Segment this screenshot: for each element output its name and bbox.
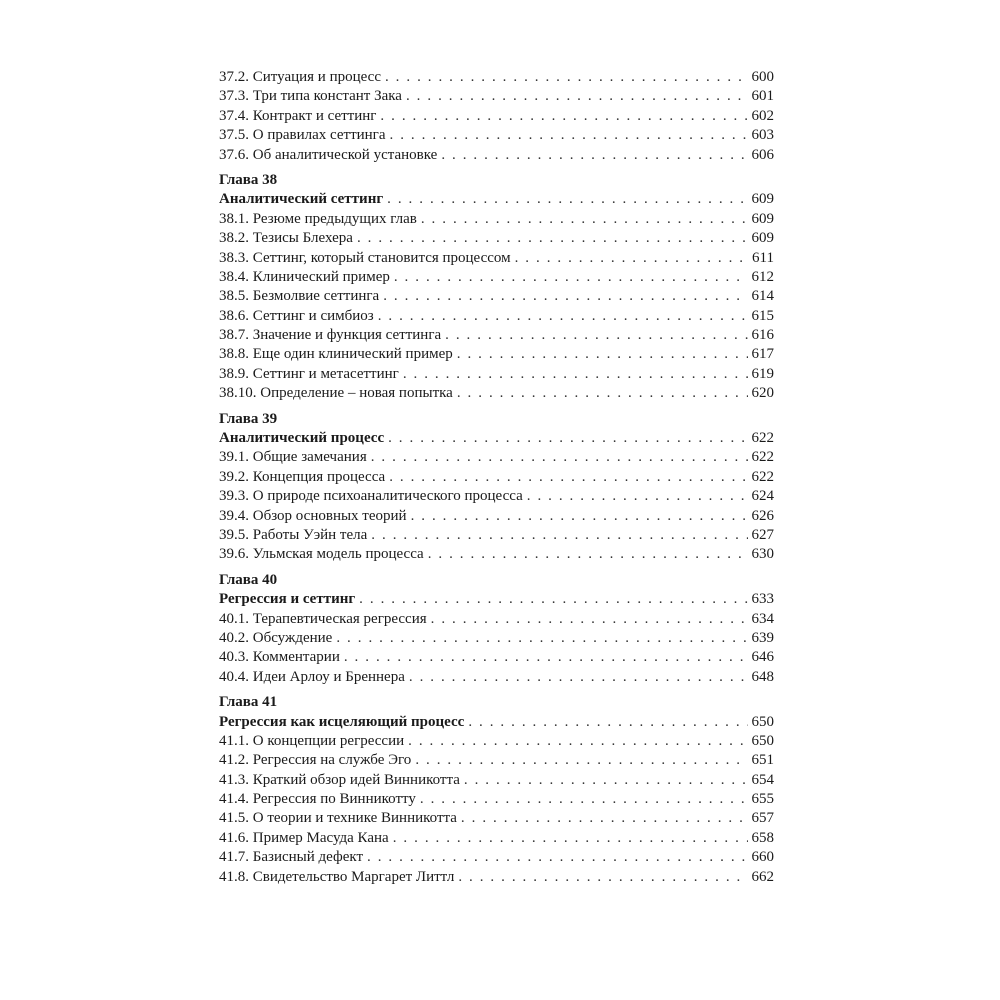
page-number: 622 xyxy=(751,468,774,485)
entry-number: 37.3. xyxy=(219,88,249,105)
entry-label: О теории и технике Винникотта xyxy=(252,810,457,827)
page-number: 624 xyxy=(751,488,774,505)
dot-leader xyxy=(393,829,748,848)
entry-label: Резюме предыдущих глав xyxy=(252,210,417,227)
page-number: 601 xyxy=(751,88,774,105)
lead-entries xyxy=(219,68,774,165)
dot-leader xyxy=(383,287,747,306)
page-number: 646 xyxy=(751,649,774,666)
entry-label: Сеттинг, который становится процессом xyxy=(252,249,511,266)
entry-number: 38.4. xyxy=(219,268,249,285)
entry-label: Краткий обзор идей Винникотта xyxy=(252,771,460,788)
page-number: 622 xyxy=(751,449,774,466)
page-number: 654 xyxy=(751,771,774,788)
chapter-title-row xyxy=(219,713,774,732)
chapter-heading: Глава 39 xyxy=(219,410,278,427)
toc-entry xyxy=(219,126,774,145)
page-number: 662 xyxy=(751,868,774,885)
entry-label: Пример Масуда Кана xyxy=(252,829,389,846)
entry-label: Обзор основных теорий xyxy=(252,507,407,524)
toc-entry xyxy=(219,68,774,87)
toc-entry xyxy=(219,249,774,268)
entry-number: 38.7. xyxy=(219,327,249,344)
chapter-title-row xyxy=(219,590,774,609)
entry-label: Определение – новая попытка xyxy=(260,385,453,402)
entry-label: Безмолвие сеттинга xyxy=(252,288,380,305)
entry-number: 41.6. xyxy=(219,829,249,846)
dot-leader xyxy=(415,751,747,770)
chapter-block xyxy=(219,171,774,404)
entry-number: 39.3. xyxy=(219,488,249,505)
entry-label: Комментарии xyxy=(252,649,340,666)
page-number: 612 xyxy=(751,268,774,285)
page-number: 614 xyxy=(751,288,774,305)
dot-leader xyxy=(336,629,747,648)
page-number: 639 xyxy=(751,629,774,646)
dot-leader xyxy=(380,107,747,126)
page-number: 600 xyxy=(751,69,774,85)
toc-entry xyxy=(219,210,774,229)
dot-leader xyxy=(458,868,747,887)
dot-leader xyxy=(390,126,748,145)
dot-leader xyxy=(527,487,748,506)
toc-entry xyxy=(219,648,774,667)
page-number: 617 xyxy=(751,346,774,363)
page-number: 609 xyxy=(751,230,774,247)
dot-leader xyxy=(464,771,748,790)
page-number: 620 xyxy=(751,385,774,402)
entry-label: Обсуждение xyxy=(252,629,333,646)
page-number: 616 xyxy=(751,327,774,344)
dot-leader xyxy=(421,210,748,229)
entry-number: 37.5. xyxy=(219,127,249,144)
toc-entry xyxy=(219,829,774,848)
entry-number: 41.4. xyxy=(219,791,249,808)
toc-entry xyxy=(219,868,774,887)
page-number: 603 xyxy=(751,127,774,144)
entry-label: О природе психоаналитического процесса xyxy=(252,488,523,505)
page-number: 619 xyxy=(751,365,774,382)
entry-label: Об аналитической установке xyxy=(252,146,438,163)
page-number: 655 xyxy=(751,791,774,808)
dot-leader xyxy=(428,545,748,564)
page-number: 626 xyxy=(751,507,774,524)
entry-label: Свидетельство Маргарет Литтл xyxy=(252,868,455,885)
dot-leader xyxy=(387,190,747,209)
entry-number: 41.2. xyxy=(219,752,249,769)
entry-number: 39.1. xyxy=(219,449,249,466)
entry-number: 41.8. xyxy=(219,868,249,885)
chapter-title-row xyxy=(219,190,774,209)
dot-leader xyxy=(420,790,748,809)
entry-number: 37.6. xyxy=(219,146,249,163)
entry-number: 38.8. xyxy=(219,346,249,363)
toc-entry xyxy=(219,732,774,751)
dot-leader xyxy=(441,146,747,165)
dot-leader xyxy=(431,610,748,629)
entry-number: 38.6. xyxy=(219,307,249,324)
page-number: 633 xyxy=(751,591,774,608)
entry-number: 40.2. xyxy=(219,629,249,646)
page-number: 634 xyxy=(751,610,774,627)
toc-entry xyxy=(219,87,774,106)
page-number: 609 xyxy=(751,191,774,208)
entry-number: 37.2. xyxy=(219,69,249,85)
dot-leader xyxy=(359,590,747,609)
toc-entry xyxy=(219,790,774,809)
toc-entry xyxy=(219,345,774,364)
entry-label: Концепция процесса xyxy=(252,468,386,485)
entry-label: О правилах сеттинга xyxy=(252,127,386,144)
toc-entry xyxy=(219,268,774,287)
entry-number: 38.1. xyxy=(219,210,249,227)
entry-number: 39.6. xyxy=(219,546,249,563)
dot-leader xyxy=(371,526,747,545)
toc-entry xyxy=(219,629,774,648)
toc-entry xyxy=(219,287,774,306)
chapter-title: Регрессия как исцеляющий процесс xyxy=(219,713,465,730)
dot-leader xyxy=(394,268,748,287)
page-number: 627 xyxy=(751,526,774,543)
entry-number: 38.5. xyxy=(219,288,249,305)
chapter-title-row xyxy=(219,429,774,448)
toc-entry xyxy=(219,229,774,248)
entry-number: 40.4. xyxy=(219,668,249,685)
page-number: 658 xyxy=(751,829,774,846)
chapter-block xyxy=(219,410,774,565)
entry-number: 38.3. xyxy=(219,249,249,266)
chapter-title: Регрессия и сеттинг xyxy=(219,591,356,608)
toc-entry xyxy=(219,809,774,828)
entry-label: Тезисы Блехера xyxy=(252,230,353,247)
page-number: 622 xyxy=(751,430,774,447)
entry-number: 41.7. xyxy=(219,849,249,866)
entry-label: Базисный дефект xyxy=(252,849,364,866)
dot-leader xyxy=(367,848,747,867)
toc-entry xyxy=(219,468,774,487)
dot-leader xyxy=(457,345,748,364)
dot-leader xyxy=(461,809,748,828)
page-number: 650 xyxy=(751,732,774,749)
dot-leader xyxy=(385,68,748,87)
dot-leader xyxy=(515,249,748,268)
dot-leader xyxy=(371,448,748,467)
toc-entry xyxy=(219,507,774,526)
dot-leader xyxy=(457,384,748,403)
page-number: 650 xyxy=(751,713,774,730)
entry-label: Еще один клинический пример xyxy=(252,346,453,363)
dot-leader xyxy=(344,648,748,667)
entry-number: 39.4. xyxy=(219,507,249,524)
dot-leader xyxy=(388,429,747,448)
toc-entry xyxy=(219,771,774,790)
entry-number: 38.2. xyxy=(219,230,249,247)
page-number: 602 xyxy=(751,107,774,124)
entry-label: Клинический пример xyxy=(252,268,390,285)
page-number: 615 xyxy=(751,307,774,324)
toc-entry xyxy=(219,384,774,403)
dot-leader xyxy=(389,468,747,487)
page-number: 651 xyxy=(751,752,774,769)
toc-entry xyxy=(219,751,774,770)
toc-entry xyxy=(219,487,774,506)
dot-leader xyxy=(408,732,747,751)
toc-entry xyxy=(219,610,774,629)
dot-leader xyxy=(468,713,747,732)
toc-entry xyxy=(219,448,774,467)
dot-leader xyxy=(406,87,748,106)
entry-label: Общие замечания xyxy=(252,449,367,466)
entry-label: Ситуация и процесс xyxy=(252,69,381,85)
entry-label: Значение и функция сеттинга xyxy=(252,327,442,344)
entry-number: 40.3. xyxy=(219,649,249,666)
toc-entry xyxy=(219,326,774,345)
entry-label: Регрессия на службе Эго xyxy=(252,752,412,769)
entry-number: 40.1. xyxy=(219,610,249,627)
chapter-heading: Глава 41 xyxy=(219,694,278,711)
page-number: 611 xyxy=(752,249,774,266)
dot-leader xyxy=(409,668,748,687)
entry-label: Сеттинг и симбиоз xyxy=(252,307,374,324)
entry-label: Ульмская модель процесса xyxy=(252,546,424,563)
dot-leader xyxy=(403,365,748,384)
chapter-heading: Глава 38 xyxy=(219,171,278,188)
dot-leader xyxy=(357,229,748,248)
page-number: 606 xyxy=(751,146,774,163)
entry-label: Терапевтическая регрессия xyxy=(252,610,427,627)
page-number: 630 xyxy=(751,546,774,563)
entry-label: Регрессия по Винникотту xyxy=(252,791,416,808)
toc-entry xyxy=(219,545,774,564)
entry-label: Контракт и сеттинг xyxy=(252,107,377,124)
page-number: 660 xyxy=(751,849,774,866)
entry-label: Работы Уэйн тела xyxy=(252,526,368,543)
toc-entry xyxy=(219,146,774,165)
toc-entry xyxy=(219,307,774,326)
entry-number: 41.1. xyxy=(219,732,249,749)
dot-leader xyxy=(378,307,748,326)
page-number: 609 xyxy=(751,210,774,227)
chapter-title: Аналитический сеттинг xyxy=(219,191,384,208)
entry-number: 41.3. xyxy=(219,771,249,788)
chapter-block xyxy=(219,693,774,887)
chapter-title: Аналитический процесс xyxy=(219,430,385,447)
toc-entry xyxy=(219,848,774,867)
entry-number: 37.4. xyxy=(219,107,249,124)
entry-number: 38.10. xyxy=(219,385,257,402)
entry-label: Три типа констант Зака xyxy=(252,88,402,105)
page-number: 648 xyxy=(751,668,774,685)
entry-label: Сеттинг и метасеттинг xyxy=(252,365,399,382)
chapter-block xyxy=(219,571,774,687)
toc-entry xyxy=(219,668,774,687)
entry-number: 38.9. xyxy=(219,365,249,382)
toc-entry xyxy=(219,526,774,545)
chapter-heading: Глава 40 xyxy=(219,571,278,588)
page-number: 657 xyxy=(751,810,774,827)
toc-entry xyxy=(219,365,774,384)
entry-number: 39.2. xyxy=(219,468,249,485)
table-of-contents xyxy=(219,68,774,887)
dot-leader xyxy=(411,507,748,526)
entry-label: Идеи Арлоу и Бреннера xyxy=(252,668,405,685)
chapter-list xyxy=(219,171,774,887)
toc-entry xyxy=(219,107,774,126)
entry-label: О концепции регрессии xyxy=(252,732,405,749)
entry-number: 39.5. xyxy=(219,526,249,543)
dot-leader xyxy=(445,326,747,345)
entry-number: 41.5. xyxy=(219,810,249,827)
